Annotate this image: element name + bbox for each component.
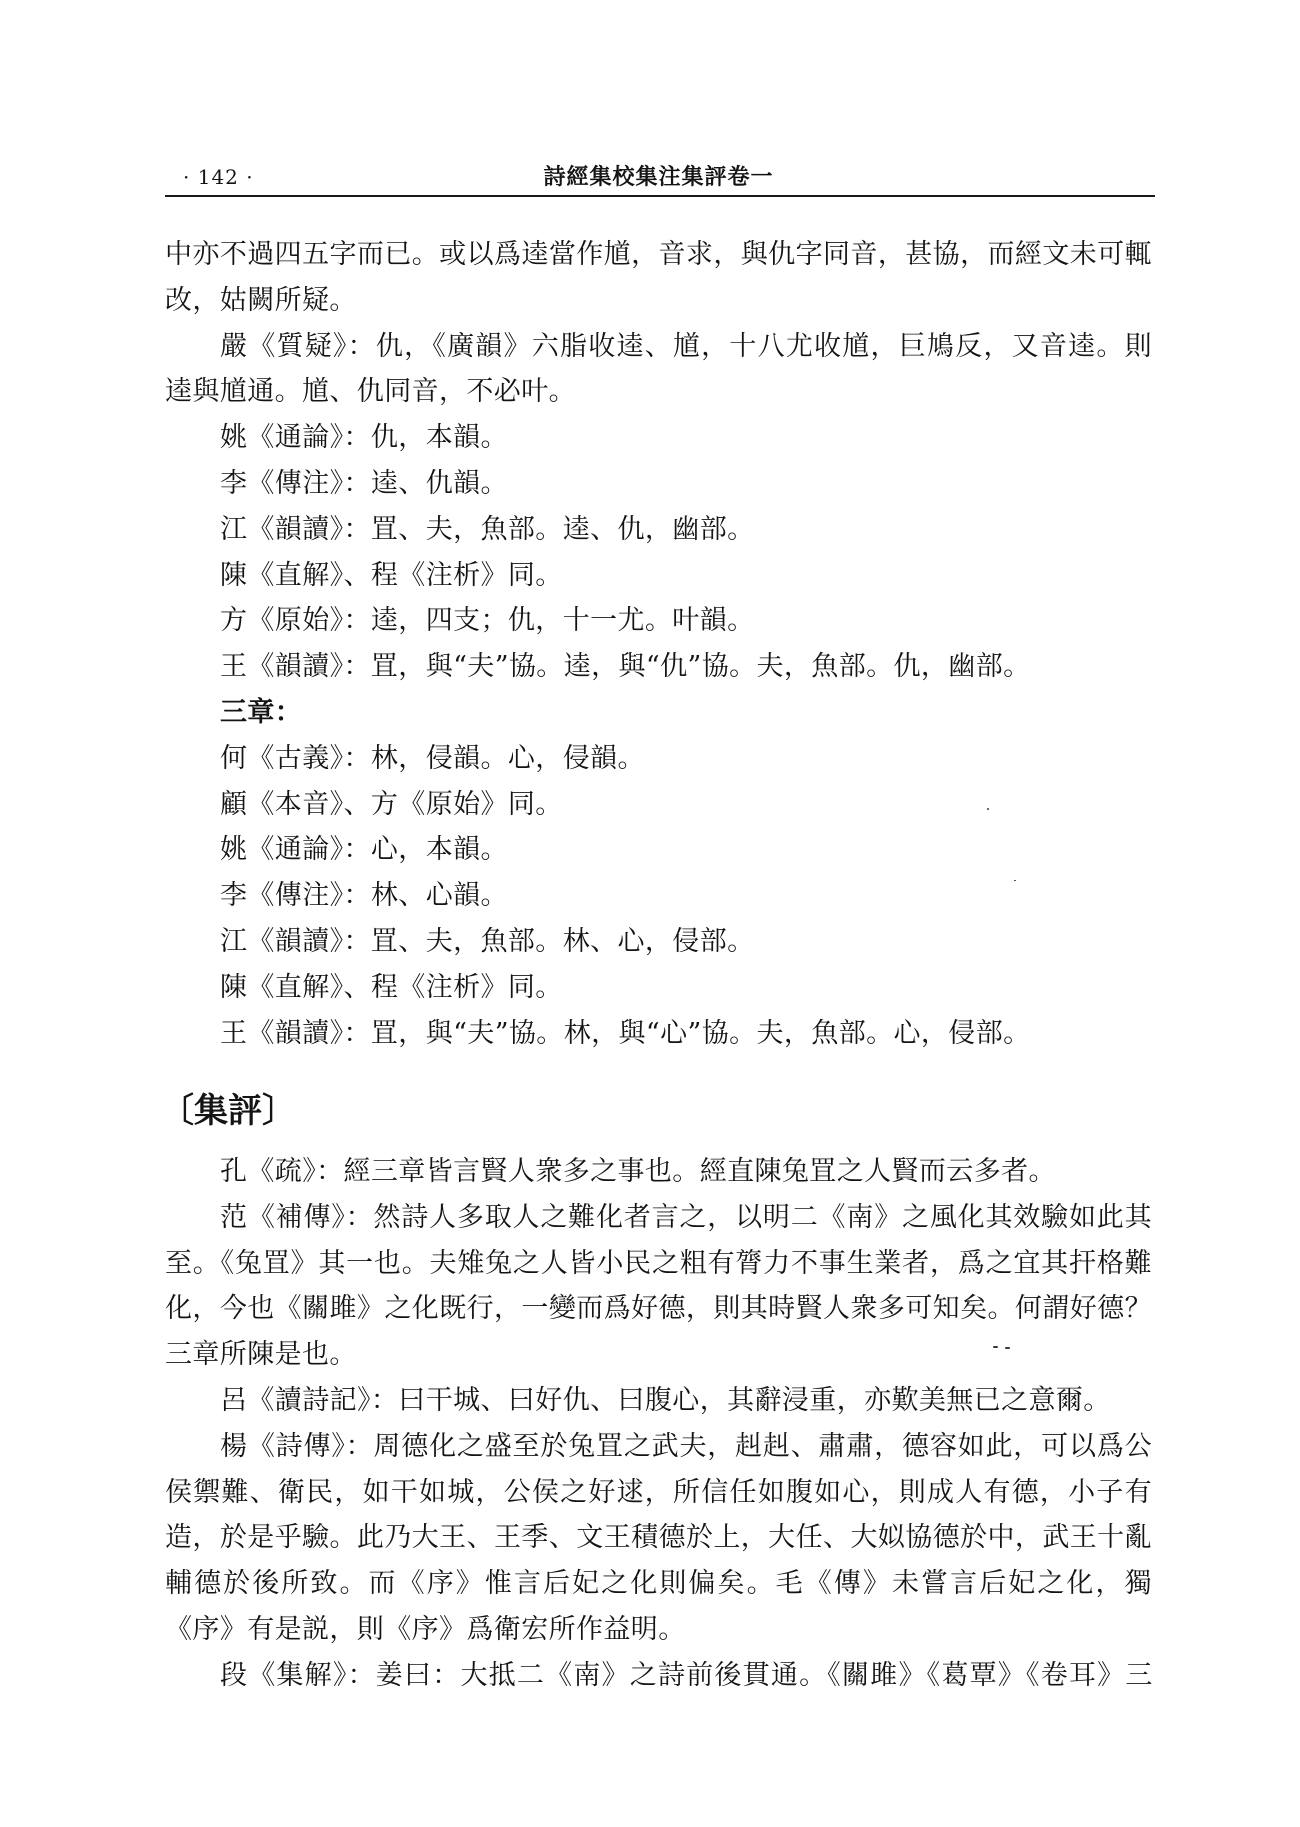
- paragraph: [165, 598, 1152, 644]
- text-line: 造，於是乎驗。此乃大王、王季、文王積德於上，大任、大姒協德於中，武王十亂: [165, 1522, 1152, 1554]
- text-line: 陳《直解》、程《注析》同。: [220, 971, 563, 1003]
- text-line: 王《韻讀》：罝，與“夫”協。逵，與“仇”協。夫，魚部。仇，幽部。: [220, 651, 1031, 683]
- paragraph: [165, 965, 1152, 1011]
- text-line: 呂《讀詩記》：曰干城、曰好仇、曰腹心，其辭浸重，亦歎美無已之意爾。: [220, 1384, 1111, 1416]
- text-line: 三章所陳是也。: [165, 1339, 357, 1371]
- paragraph: [165, 461, 1152, 507]
- text-line: 方《原始》：逵，四支；仇，十一尤。叶韻。: [220, 605, 755, 637]
- scan-speck: [987, 808, 989, 810]
- scan-speck: [1005, 1347, 1010, 1349]
- paragraph: [165, 553, 1152, 599]
- text-line: 逵與馗通。馗、仇同音，不必叶。: [165, 376, 576, 408]
- text-line: 陳《直解》、程《注析》同。: [220, 559, 563, 591]
- paragraph: [165, 644, 1152, 690]
- text-line: 姚《通論》：仇，本韻。: [220, 422, 508, 454]
- paragraph: [165, 1011, 1152, 1057]
- text-line: 輔德於後所致。而《序》惟言后妃之化則偏矣。毛《傳》未嘗言后妃之化，獨: [165, 1568, 1152, 1600]
- text-line: 李《傳注》：林、心韻。: [220, 880, 508, 912]
- paragraph: [165, 736, 1152, 782]
- chapter-three-label: 三章：: [220, 696, 303, 728]
- text-line: 中亦不過四五字而已。或以爲逵當作馗，音求，與仇字同音，甚協，而經文未可輒: [165, 239, 1152, 270]
- scan-speck: [1014, 880, 1016, 881]
- running-title: 詩經集校集注集評卷一: [543, 164, 774, 190]
- collected-commentary: [165, 1149, 1152, 1699]
- section-heading: 〔集評〕: [160, 1091, 296, 1131]
- scan-speck: [993, 1346, 998, 1348]
- text-line: 侯禦難、衛民，如干如城，公侯之好逑，所信任如腹如心，則成人有德，小子有: [165, 1476, 1152, 1508]
- paragraph: [165, 873, 1152, 919]
- text-line: 至。《兔罝》其一也。夫雉兔之人皆小民之粗有膂力不事生業者，爲之宜其扞格難: [165, 1247, 1152, 1279]
- text-line: 何《古義》：林，侵韻。心，侵韻。: [220, 742, 645, 774]
- text-line: 楊《詩傳》：周德化之盛至於兔罝之武夫，赳赳、肅肅，德容如此，可以爲公: [220, 1430, 1152, 1462]
- paragraph: [165, 827, 1152, 873]
- paragraph: [165, 1424, 1152, 1653]
- paragraph: [165, 1149, 1152, 1195]
- text-line: 段《集解》：姜曰：大抵二《南》之詩前後貫通。《關雎》《葛覃》《卷耳》三: [220, 1659, 1152, 1691]
- text-line: 范《補傳》：然詩人多取人之難化者言之，以明二《南》之風化其效驗如此其: [220, 1201, 1152, 1233]
- text-line: 李《傳注》：逵、仇韻。: [220, 467, 508, 499]
- text-line: 改，姑闕所疑。: [165, 284, 357, 316]
- text-line: 嚴《質疑》：仇，《廣韻》六脂收逵、馗，十八尤收馗，巨鳩反，又音逵。則: [220, 330, 1152, 362]
- header-rule: [165, 195, 1155, 197]
- paragraph: [165, 782, 1152, 828]
- text-line: 顧《本音》、方《原始》同。: [220, 788, 563, 820]
- text-line: 江《韻讀》：罝、夫，魚部。逵、仇，幽部。: [220, 513, 755, 545]
- text-line: 江《韻讀》：罝、夫，魚部。林、心，侵部。: [220, 925, 755, 957]
- text-line: 王《韻讀》：罝，與“夫”協。林，與“心”協。夫，魚部。心，侵部。: [220, 1017, 1031, 1049]
- paragraph: [165, 507, 1152, 553]
- paragraph: [165, 1378, 1152, 1424]
- paragraph: [165, 232, 1152, 324]
- text-line: 化，今也《關雎》之化既行，一變而爲好德，則其時賢人衆多可知矣。何謂好德？: [165, 1293, 1152, 1325]
- page-number: · 142 ·: [183, 165, 254, 189]
- paragraph: [165, 1653, 1152, 1699]
- paragraph: [165, 324, 1152, 416]
- text-line: 孔《疏》：經三章皆言賢人衆多之事也。經直陳兔罝之人賢而云多者。: [220, 1156, 1056, 1187]
- rhyme-notes: [165, 232, 1152, 1056]
- running-head: [165, 160, 1152, 194]
- text-line: 姚《通論》：心，本韻。: [220, 834, 508, 866]
- paragraph: [165, 1195, 1152, 1378]
- text-line: 《序》有是説，則《序》爲衛宏所作益明。: [165, 1613, 686, 1645]
- paragraph: [165, 415, 1152, 461]
- paragraph: [165, 919, 1152, 965]
